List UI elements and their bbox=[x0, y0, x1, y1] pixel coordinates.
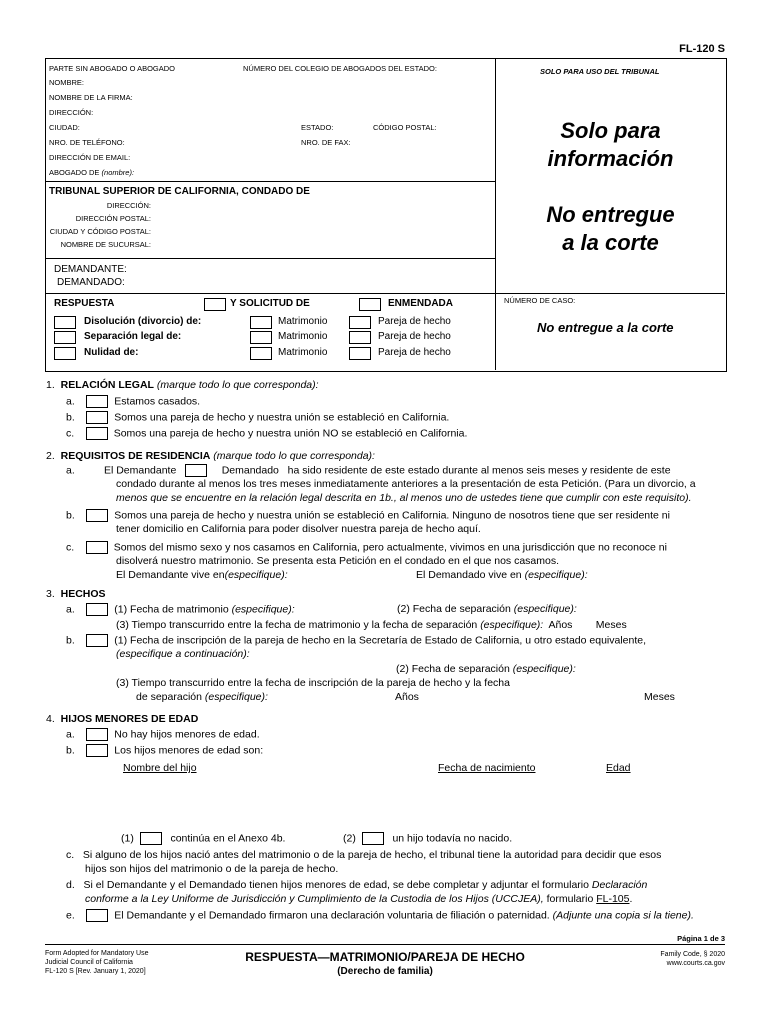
s3b-separation-date[interactable]: (2) Fecha de separación (especifique): bbox=[396, 663, 576, 675]
fl105-link[interactable]: FL-105 bbox=[596, 893, 630, 905]
section-2-heading: 2. REQUISITOS DE RESIDENCIA (marque todo lo que corresponda): bbox=[46, 450, 375, 462]
s3a-checkbox[interactable] bbox=[86, 603, 108, 616]
amended-label: ENMENDADA bbox=[388, 298, 453, 309]
nullity-checkbox[interactable] bbox=[54, 347, 76, 360]
info-only-notice: Solo para información bbox=[547, 118, 674, 171]
email-field[interactable]: DIRECCIÓN DE EMAIL: bbox=[49, 153, 131, 162]
s4-item-c: c. Si alguno de los hijos nació antes del matrimonio o de la pareja de hecho, el tribunal tiene la autoridad para decidir que esos bbox=[66, 849, 662, 861]
s2-item-a-l2: condado durante al menos los tres meses inmediatamente anteriores a la presentación de esta Petición. (Para un divorcio, a bbox=[116, 478, 696, 490]
marriage-checkbox-3[interactable] bbox=[250, 347, 272, 360]
s1c-checkbox[interactable] bbox=[86, 427, 108, 440]
s4-item-d-l2: conforme a la Ley Uniforme de Jurisdicción y Cumplimiento de la Custodia de los Hijos (UCCJEA), formulario FL-105. bbox=[85, 893, 633, 905]
court-use-label: SOLO PARA USO DEL TRIBUNAL bbox=[540, 67, 660, 76]
s2-item-b: b. Somos una pareja de hecho y nuestra unión se estableció en California. Ninguno de nosotros tiene que ser residente ni bbox=[66, 509, 670, 522]
bar-label: NÚMERO DEL COLEGIO DE ABOGADOS DEL ESTADO: bbox=[243, 64, 437, 73]
s2-respondent-lives[interactable]: El Demandado vive en (especifique): bbox=[416, 569, 588, 581]
marriage-checkbox-2[interactable] bbox=[250, 331, 272, 344]
request-checkbox[interactable] bbox=[204, 298, 226, 311]
partnership-label-3: Pareja de hecho bbox=[378, 347, 451, 358]
code-citation: Family Code, § 2020 www.courts.ca.gov bbox=[660, 951, 725, 967]
s4b-checkbox[interactable] bbox=[86, 744, 108, 757]
s1a-checkbox[interactable] bbox=[86, 395, 108, 408]
state-field[interactable]: ESTADO: bbox=[301, 123, 334, 132]
city-field[interactable]: CIUDAD: bbox=[49, 123, 80, 132]
s1-item-b: b. Somos una pareja de hecho y nuestra unión se estableció en California. bbox=[66, 411, 450, 424]
and-request-label: Y SOLICITUD DE bbox=[230, 298, 310, 309]
adoption-note: Form Adopted for Mandatory Use Judicial Council of California FL-120 S [Rev. January 1, 2020] bbox=[45, 950, 149, 975]
s4-item-c-l2: hijos son hijos del matrimonio o de la pareja de hecho. bbox=[85, 863, 339, 875]
s2-item-a-l3: menos que se encuentre en la relación legal descrita en 1b., al menos uno de ustedes tiene que cumplir con este requisito). bbox=[116, 492, 692, 504]
dissolution-label: Disolución (divorcio) de: bbox=[84, 316, 202, 327]
separation-label: Separación legal de: bbox=[84, 331, 182, 342]
form-title: RESPUESTA—MATRIMONIO/PAREJA DE HECHO bbox=[245, 950, 525, 964]
s4-attachment-checkbox[interactable] bbox=[140, 832, 162, 845]
s3b-specify: (especifique a continuación): bbox=[116, 648, 250, 660]
partnership-checkbox-3[interactable] bbox=[349, 347, 371, 360]
s4a-checkbox[interactable] bbox=[86, 728, 108, 741]
name-field[interactable]: NOMBRE: bbox=[49, 78, 85, 87]
s2-item-b-l2: tener domicilio en California para poder disolver nuestra pareja de hecho aquí. bbox=[116, 523, 481, 535]
fax-field[interactable]: NRO. DE FAX: bbox=[301, 138, 351, 147]
col-age: Edad bbox=[606, 762, 631, 774]
s3-item-a: a. (1) Fecha de matrimonio (especifique): bbox=[66, 603, 295, 616]
section-4-heading: 4. HIJOS MENORES DE EDAD bbox=[46, 713, 199, 725]
form-subtitle: (Derecho de familia) bbox=[337, 966, 433, 977]
separation-checkbox[interactable] bbox=[54, 331, 76, 344]
marriage-checkbox-1[interactable] bbox=[250, 316, 272, 329]
no-deliver-case: No entregue a la corte bbox=[537, 320, 674, 335]
s3b-months[interactable]: Meses bbox=[644, 691, 675, 703]
s3b-separation-label[interactable]: de separación (especifique): bbox=[136, 691, 268, 703]
s2c-checkbox[interactable] bbox=[86, 541, 108, 554]
court-cityzip-field[interactable]: CIUDAD Y CÓDIGO POSTAL: bbox=[49, 227, 151, 236]
marriage-label-2: Matrimonio bbox=[278, 331, 328, 342]
nullity-label: Nulidad de: bbox=[84, 347, 139, 358]
party-label: PARTE SIN ABOGADO O ABOGADO bbox=[49, 64, 176, 73]
s1-item-a: a. Estamos casados. bbox=[66, 395, 201, 408]
partnership-checkbox-2[interactable] bbox=[349, 331, 371, 344]
section-1-heading: 1. RELACIÓN LEGAL (marque todo lo que corresponda): bbox=[46, 379, 319, 391]
s2b-checkbox[interactable] bbox=[86, 509, 108, 522]
col-birth-date: Fecha de nacimiento bbox=[438, 762, 536, 774]
marriage-label-3: Matrimonio bbox=[278, 347, 328, 358]
col-child-name: Nombre del hijo bbox=[123, 762, 197, 774]
court-address-field[interactable]: DIRECCIÓN: bbox=[106, 201, 151, 210]
partnership-checkbox-1[interactable] bbox=[349, 316, 371, 329]
court-title: TRIBUNAL SUPERIOR DE CALIFORNIA, CONDADO DE bbox=[49, 186, 310, 197]
response-label: RESPUESTA bbox=[54, 298, 115, 309]
partnership-label-1: Pareja de hecho bbox=[378, 316, 451, 327]
s4-item-d: d. Si el Demandante y el Demandado tienen hijos menores de edad, se debe completar y adjuntar el formulario Declaración bbox=[66, 879, 648, 891]
s2-item-c: c. Somos del mismo sexo y nos casamos en California, pero actualmente, vivimos en una jurisdicción que no reconoce ni bbox=[66, 541, 667, 554]
s2-item-a: a. El Demandante Demandado ha sido residente de este estado durante al menos seis meses y residente de este bbox=[66, 464, 671, 477]
s2a-respondent-checkbox[interactable] bbox=[185, 464, 207, 477]
s4e-checkbox[interactable] bbox=[86, 909, 108, 922]
s4-item-b: b. Los hijos menores de edad son: bbox=[66, 744, 264, 757]
no-deliver-notice: No entregue a la corte bbox=[546, 202, 675, 255]
form-code: FL-120 S bbox=[679, 43, 725, 55]
phone-field[interactable]: NRO. DE TELÉFONO: bbox=[49, 138, 125, 147]
section-3-heading: 3. HECHOS bbox=[46, 588, 106, 600]
s1-item-c: c. Somos una pareja de hecho y nuestra unión NO se estableció en California. bbox=[66, 427, 468, 440]
s4-unborn-checkbox[interactable] bbox=[362, 832, 384, 845]
s3b-time-elapsed: (3) Tiempo transcurrido entre la fecha de inscripción de la pareja de hecho y la fecha bbox=[116, 677, 510, 689]
address-field[interactable]: DIRECCIÓN: bbox=[49, 108, 94, 117]
courts-link[interactable]: www.courts.ca.gov bbox=[666, 960, 725, 967]
s4-continues: (1) continúa en el Anexo 4b. bbox=[121, 832, 286, 845]
dissolution-checkbox[interactable] bbox=[54, 316, 76, 329]
court-mail-field[interactable]: DIRECCIÓN POSTAL: bbox=[75, 214, 151, 223]
s2-item-c-l2: disolverá nuestro matrimonio. Se presenta esta Petición en el condado en el que nos casamos. bbox=[116, 555, 560, 567]
page-number: Página 1 de 3 bbox=[677, 934, 725, 943]
firm-field[interactable]: NOMBRE DE LA FIRMA: bbox=[49, 93, 133, 102]
s3b-years[interactable]: Años bbox=[395, 691, 419, 703]
respondent-field[interactable]: DEMANDADO: bbox=[57, 277, 125, 288]
s4-item-a: a. No hay hijos menores de edad. bbox=[66, 728, 260, 741]
s4-item-e: e. El Demandante y el Demandado firmaron una declaración voluntaria de filiación o paternidad. (Adjunte una copia si la tiene). bbox=[66, 909, 694, 922]
s2-petitioner-lives[interactable]: El Demandante vive en(especifique): bbox=[116, 569, 288, 581]
amended-checkbox[interactable] bbox=[359, 298, 381, 311]
s3a-time-elapsed[interactable]: (3) Tiempo transcurrido entre la fecha de matrimonio y la fecha de separación (especifique): Años Meses bbox=[116, 619, 627, 631]
s3b-checkbox[interactable] bbox=[86, 634, 108, 647]
marriage-label-1: Matrimonio bbox=[278, 316, 328, 327]
s4-unborn: (2) un hijo todavía no nacido. bbox=[343, 832, 513, 845]
s3a-separation-date[interactable]: (2) Fecha de separación (especifique): bbox=[397, 603, 577, 615]
case-number-label: NÚMERO DE CASO: bbox=[504, 296, 576, 305]
s3-item-b: b. (1) Fecha de inscripción de la pareja de hecho en la Secretaría de Estado de California, u otro estado equivalente, bbox=[66, 634, 647, 647]
zip-field[interactable]: CÓDIGO POSTAL: bbox=[373, 123, 437, 132]
attorney-for-field[interactable]: ABOGADO DE (nombre): bbox=[49, 168, 135, 177]
petitioner-field[interactable]: DEMANDANTE: bbox=[54, 264, 127, 275]
s1b-checkbox[interactable] bbox=[86, 411, 108, 424]
partnership-label-2: Pareja de hecho bbox=[378, 331, 451, 342]
court-branch-field[interactable]: NOMBRE DE SUCURSAL: bbox=[60, 240, 151, 249]
